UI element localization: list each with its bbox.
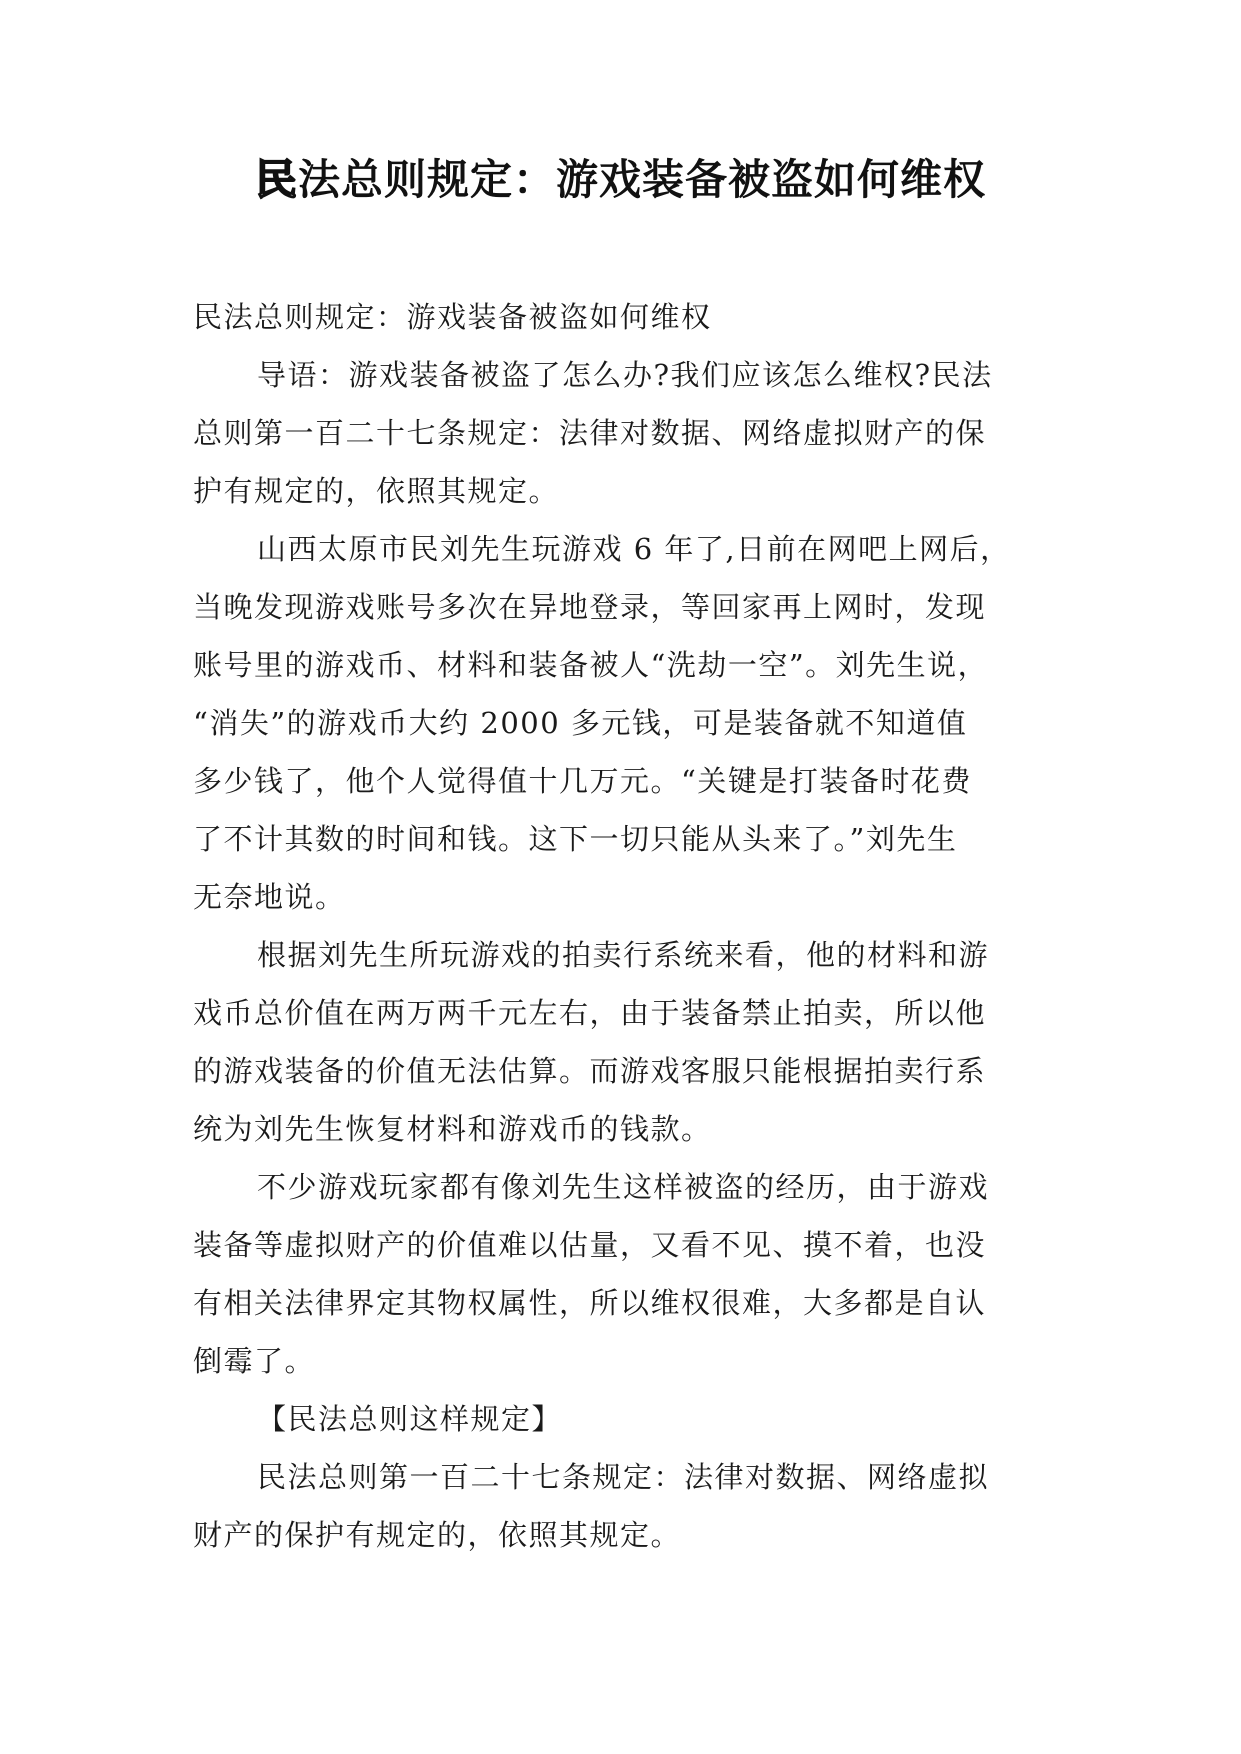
body-line: 统为刘先生恢复材料和游戏币的钱款。	[193, 1112, 712, 1146]
document-title	[0, 150, 1241, 210]
body-line: 倒霉了。	[193, 1344, 316, 1378]
body-line: 有相关法律界定其物权属性，所以维权很难，大多都是自认	[193, 1286, 987, 1320]
body-line: 了不计其数的时间和钱。这下一切只能从头来了。”刘先生	[193, 822, 958, 856]
body-line: 【民法总则这样规定】	[257, 1402, 563, 1436]
body-line: 账号里的游戏币、材料和装备被人“洗劫一空”。刘先生说，	[193, 648, 989, 682]
title-first-char: 民	[254, 155, 298, 204]
body-line: 当晚发现游戏账号多次在异地登录，等回家再上网时，发现	[193, 590, 987, 624]
body-line: 不少游戏玩家都有像刘先生这样被盗的经历，由于游戏	[257, 1170, 990, 1204]
body-line: 财产的保护有规定的，依照其规定。	[193, 1518, 682, 1552]
body-line: 山西太原市民刘先生玩游戏 6 年了,日前在网吧上网后，	[257, 532, 1011, 566]
title-text: 法总则规定：游戏装备被盗如何维权	[298, 155, 987, 204]
body-line: 无奈地说。	[193, 880, 346, 914]
body-line: “消失”的游戏币大约 2000 多元钱，可是装备就不知道值	[193, 706, 968, 740]
body-line: 民法总则规定：游戏装备被盗如何维权	[193, 300, 712, 334]
body-line: 戏币总价值在两万两千元左右，由于装备禁止拍卖，所以他	[193, 996, 987, 1030]
body-line: 装备等虚拟财产的价值难以估量，又看不见、摸不着，也没	[193, 1228, 987, 1262]
document-body	[193, 288, 1073, 1564]
body-line: 总则第一百二十七条规定：法律对数据、网络虚拟财产的保	[193, 416, 987, 450]
body-line: 导语：游戏装备被盗了怎么办?我们应该怎么维权?民法	[257, 358, 993, 392]
body-line: 护有规定的，依照其规定。	[193, 474, 560, 508]
body-line: 民法总则第一百二十七条规定：法律对数据、网络虚拟	[257, 1460, 990, 1494]
body-line: 的游戏装备的价值无法估算。而游戏客服只能根据拍卖行系	[193, 1054, 987, 1088]
body-line: 多少钱了，他个人觉得值十几万元。“关键是打装备时花费	[193, 764, 972, 798]
body-line: 根据刘先生所玩游戏的拍卖行系统来看，他的材料和游	[257, 938, 990, 972]
